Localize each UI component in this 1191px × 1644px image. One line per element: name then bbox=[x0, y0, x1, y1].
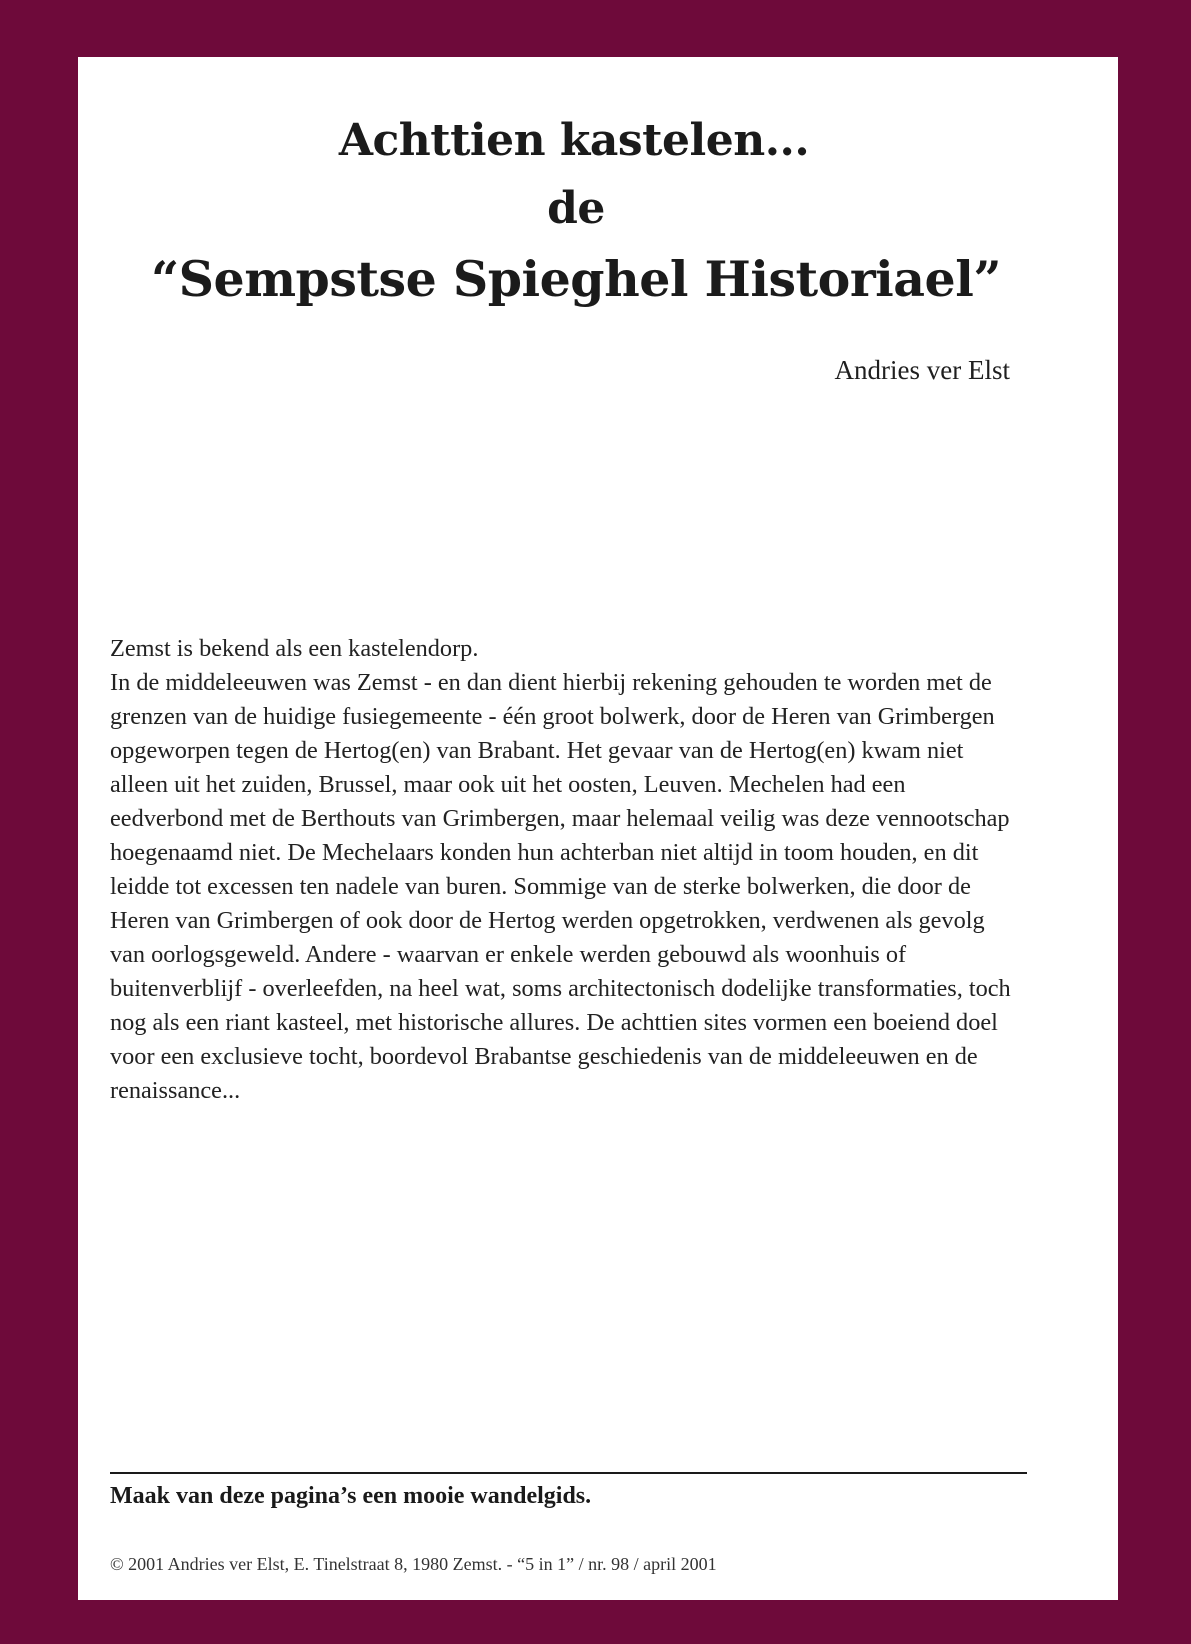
title-line-3: “Sempstse Spieghel Historiael” bbox=[150, 250, 1002, 308]
document-page bbox=[78, 57, 1118, 1600]
title-line-2: de bbox=[547, 183, 605, 234]
author-name: Andries ver Elst bbox=[834, 355, 1010, 385]
main-paragraph: In de middeleeuwen was Zemst - en dan dient hierbij rekening gehouden te worden met de grenzen van de huidige fusiegemeente - één groot bolwerk, door de Heren van Grimbergen opgeworpen tegen de Hertog(en) van Brabant. Het gevaar van de Hertog(en) kwam niet alleen uit het zuiden, Brussel, maar ook uit het oosten, Leuven. Mechelen had een eedverbond met de Berthouts van Grimbergen, maar helemaal veilig was deze vennootschap hoegenaamd niet. De Mechelaars konden hun achterban niet altijd in toom houden, en dit leidde tot excessen ten nadele van buren. Sommige van de sterke bolwerken, die door de Heren van Grimbergen of ook door de Hertog werden opgetrokken, verdwenen als gevolg van oorlogsgeweld. Andere - waarvan er enkele werden gebouwd als woonhuis of buitenverblijf - overleefden, na heel wat, soms architectonisch dodelijke transformaties, toch nog als een riant kasteel, met historische allures. De achttien sites vormen een boeiend doel voor een exclusieve tocht, boordevol Brabantse geschiedenis van de middeleeuwen en de renaissance... bbox=[110, 669, 1011, 1104]
body-text bbox=[110, 632, 1015, 1108]
footer-tagline: Maak van deze pagina’s een mooie wandelgids. bbox=[110, 1483, 592, 1509]
footer-divider bbox=[110, 1472, 1027, 1474]
intro-sentence: Zemst is bekend als een kastelendorp. bbox=[110, 635, 479, 662]
title-line-1: Achttien kastelen... bbox=[338, 115, 810, 166]
copyright-colophon: © 2001 Andries ver Elst, E. Tinelstraat 8, 1980 Zemst. - “5 in 1” / nr. 98 / april 2001 bbox=[110, 1554, 717, 1574]
